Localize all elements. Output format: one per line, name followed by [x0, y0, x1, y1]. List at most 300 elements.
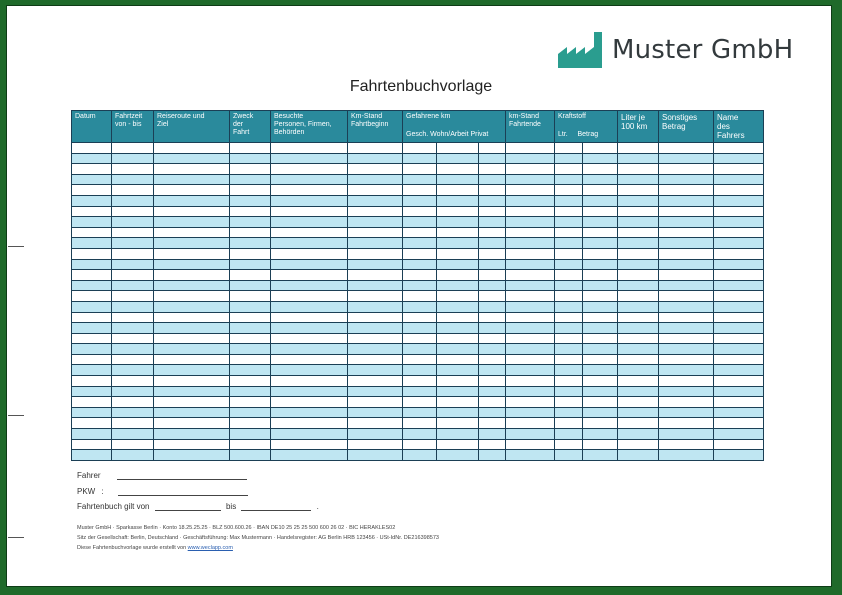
- table-cell[interactable]: [555, 164, 583, 175]
- table-cell[interactable]: [555, 238, 583, 249]
- table-cell[interactable]: [154, 301, 230, 312]
- table-cell[interactable]: [271, 259, 348, 270]
- table-cell[interactable]: [112, 333, 154, 344]
- table-cell[interactable]: [618, 301, 659, 312]
- table-cell[interactable]: [583, 291, 618, 302]
- table-cell[interactable]: [112, 323, 154, 334]
- table-cell[interactable]: [348, 429, 403, 440]
- table-cell[interactable]: [659, 333, 714, 344]
- table-cell[interactable]: [479, 174, 506, 185]
- table-cell[interactable]: [348, 280, 403, 291]
- table-cell[interactable]: [479, 291, 506, 302]
- table-cell[interactable]: [112, 407, 154, 418]
- table-cell[interactable]: [112, 143, 154, 154]
- table-cell[interactable]: [72, 164, 112, 175]
- table-cell[interactable]: [618, 429, 659, 440]
- table-cell[interactable]: [403, 376, 437, 387]
- table-cell[interactable]: [348, 248, 403, 259]
- table-cell[interactable]: [271, 333, 348, 344]
- table-cell[interactable]: [659, 248, 714, 259]
- table-cell[interactable]: [271, 418, 348, 429]
- table-cell[interactable]: [403, 153, 437, 164]
- table-cell[interactable]: [479, 238, 506, 249]
- table-cell[interactable]: [479, 227, 506, 238]
- table-cell[interactable]: [555, 280, 583, 291]
- table-cell[interactable]: [555, 206, 583, 217]
- table-cell[interactable]: [437, 312, 479, 323]
- table-cell[interactable]: [659, 439, 714, 450]
- table-cell[interactable]: [437, 227, 479, 238]
- table-cell[interactable]: [112, 280, 154, 291]
- table-cell[interactable]: [154, 439, 230, 450]
- table-cell[interactable]: [230, 376, 271, 387]
- table-cell[interactable]: [506, 365, 555, 376]
- table-cell[interactable]: [72, 248, 112, 259]
- table-cell[interactable]: [403, 143, 437, 154]
- table-cell[interactable]: [479, 248, 506, 259]
- table-cell[interactable]: [714, 248, 764, 259]
- table-cell[interactable]: [271, 301, 348, 312]
- table-cell[interactable]: [506, 418, 555, 429]
- table-cell[interactable]: [348, 206, 403, 217]
- table-cell[interactable]: [506, 386, 555, 397]
- table-cell[interactable]: [506, 174, 555, 185]
- table-cell[interactable]: [112, 195, 154, 206]
- table-cell[interactable]: [348, 418, 403, 429]
- table-cell[interactable]: [154, 227, 230, 238]
- table-cell[interactable]: [506, 206, 555, 217]
- table-cell[interactable]: [348, 164, 403, 175]
- table-cell[interactable]: [230, 418, 271, 429]
- table-cell[interactable]: [154, 217, 230, 228]
- table-cell[interactable]: [714, 344, 764, 355]
- table-cell[interactable]: [271, 174, 348, 185]
- table-cell[interactable]: [403, 344, 437, 355]
- table-cell[interactable]: [506, 259, 555, 270]
- table-cell[interactable]: [714, 280, 764, 291]
- table-cell[interactable]: [479, 301, 506, 312]
- table-cell[interactable]: [230, 407, 271, 418]
- table-cell[interactable]: [72, 323, 112, 334]
- table-cell[interactable]: [506, 439, 555, 450]
- table-cell[interactable]: [583, 439, 618, 450]
- table-cell[interactable]: [555, 323, 583, 334]
- table-cell[interactable]: [506, 238, 555, 249]
- table-cell[interactable]: [72, 439, 112, 450]
- table-cell[interactable]: [618, 164, 659, 175]
- table-cell[interactable]: [714, 174, 764, 185]
- table-cell[interactable]: [479, 280, 506, 291]
- table-cell[interactable]: [555, 450, 583, 461]
- table-cell[interactable]: [506, 248, 555, 259]
- table-cell[interactable]: [230, 174, 271, 185]
- table-cell[interactable]: [154, 206, 230, 217]
- table-cell[interactable]: [555, 333, 583, 344]
- table-cell[interactable]: [618, 206, 659, 217]
- table-cell[interactable]: [479, 206, 506, 217]
- table-cell[interactable]: [583, 174, 618, 185]
- table-cell[interactable]: [271, 450, 348, 461]
- table-cell[interactable]: [230, 354, 271, 365]
- table-cell[interactable]: [154, 429, 230, 440]
- table-cell[interactable]: [583, 312, 618, 323]
- table-cell[interactable]: [583, 143, 618, 154]
- table-cell[interactable]: [271, 354, 348, 365]
- table-cell[interactable]: [271, 153, 348, 164]
- table-cell[interactable]: [437, 238, 479, 249]
- table-cell[interactable]: [154, 195, 230, 206]
- table-cell[interactable]: [154, 376, 230, 387]
- table-cell[interactable]: [618, 354, 659, 365]
- table-cell[interactable]: [583, 333, 618, 344]
- table-cell[interactable]: [618, 143, 659, 154]
- table-cell[interactable]: [112, 227, 154, 238]
- table-cell[interactable]: [437, 206, 479, 217]
- table-cell[interactable]: [403, 291, 437, 302]
- table-cell[interactable]: [154, 164, 230, 175]
- table-cell[interactable]: [555, 291, 583, 302]
- fahrer-line[interactable]: [117, 471, 247, 480]
- table-cell[interactable]: [479, 344, 506, 355]
- table-cell[interactable]: [230, 450, 271, 461]
- table-cell[interactable]: [112, 291, 154, 302]
- table-cell[interactable]: [659, 407, 714, 418]
- table-cell[interactable]: [230, 217, 271, 228]
- table-cell[interactable]: [437, 270, 479, 281]
- table-cell[interactable]: [72, 386, 112, 397]
- table-cell[interactable]: [583, 238, 618, 249]
- table-cell[interactable]: [714, 397, 764, 408]
- table-cell[interactable]: [154, 185, 230, 196]
- table-cell[interactable]: [437, 354, 479, 365]
- table-cell[interactable]: [714, 407, 764, 418]
- table-cell[interactable]: [437, 174, 479, 185]
- table-cell[interactable]: [437, 439, 479, 450]
- table-cell[interactable]: [555, 301, 583, 312]
- table-cell[interactable]: [555, 185, 583, 196]
- table-cell[interactable]: [555, 418, 583, 429]
- table-cell[interactable]: [72, 259, 112, 270]
- table-cell[interactable]: [403, 280, 437, 291]
- table-cell[interactable]: [555, 248, 583, 259]
- table-cell[interactable]: [230, 164, 271, 175]
- table-cell[interactable]: [437, 386, 479, 397]
- table-cell[interactable]: [437, 185, 479, 196]
- table-cell[interactable]: [583, 270, 618, 281]
- table-cell[interactable]: [348, 450, 403, 461]
- table-cell[interactable]: [583, 407, 618, 418]
- table-cell[interactable]: [403, 206, 437, 217]
- table-cell[interactable]: [112, 217, 154, 228]
- table-cell[interactable]: [659, 291, 714, 302]
- table-cell[interactable]: [403, 397, 437, 408]
- table-cell[interactable]: [555, 174, 583, 185]
- table-cell[interactable]: [271, 206, 348, 217]
- table-cell[interactable]: [112, 344, 154, 355]
- table-cell[interactable]: [403, 365, 437, 376]
- table-cell[interactable]: [479, 270, 506, 281]
- table-cell[interactable]: [230, 397, 271, 408]
- table-cell[interactable]: [506, 450, 555, 461]
- table-cell[interactable]: [437, 407, 479, 418]
- table-cell[interactable]: [437, 153, 479, 164]
- table-cell[interactable]: [271, 227, 348, 238]
- table-cell[interactable]: [506, 301, 555, 312]
- table-cell[interactable]: [154, 418, 230, 429]
- table-cell[interactable]: [154, 450, 230, 461]
- table-cell[interactable]: [479, 365, 506, 376]
- table-cell[interactable]: [403, 195, 437, 206]
- table-cell[interactable]: [437, 344, 479, 355]
- table-cell[interactable]: [437, 450, 479, 461]
- table-cell[interactable]: [479, 418, 506, 429]
- table-cell[interactable]: [618, 185, 659, 196]
- table-cell[interactable]: [555, 439, 583, 450]
- table-cell[interactable]: [618, 439, 659, 450]
- table-cell[interactable]: [348, 174, 403, 185]
- table-cell[interactable]: [714, 354, 764, 365]
- table-cell[interactable]: [72, 344, 112, 355]
- table-cell[interactable]: [714, 301, 764, 312]
- table-cell[interactable]: [437, 323, 479, 334]
- table-cell[interactable]: [659, 164, 714, 175]
- table-cell[interactable]: [555, 407, 583, 418]
- table-cell[interactable]: [618, 333, 659, 344]
- table-cell[interactable]: [154, 365, 230, 376]
- table-cell[interactable]: [72, 407, 112, 418]
- table-cell[interactable]: [403, 185, 437, 196]
- table-cell[interactable]: [437, 143, 479, 154]
- table-cell[interactable]: [555, 259, 583, 270]
- table-cell[interactable]: [714, 291, 764, 302]
- table-cell[interactable]: [437, 418, 479, 429]
- table-cell[interactable]: [618, 418, 659, 429]
- table-cell[interactable]: [403, 354, 437, 365]
- table-cell[interactable]: [403, 323, 437, 334]
- table-cell[interactable]: [154, 386, 230, 397]
- table-cell[interactable]: [112, 185, 154, 196]
- table-cell[interactable]: [583, 376, 618, 387]
- table-cell[interactable]: [348, 407, 403, 418]
- table-cell[interactable]: [659, 227, 714, 238]
- table-cell[interactable]: [506, 153, 555, 164]
- table-cell[interactable]: [348, 312, 403, 323]
- table-cell[interactable]: [230, 344, 271, 355]
- table-cell[interactable]: [618, 217, 659, 228]
- table-cell[interactable]: [112, 450, 154, 461]
- pkw-line[interactable]: [118, 487, 248, 496]
- table-cell[interactable]: [348, 270, 403, 281]
- table-cell[interactable]: [583, 217, 618, 228]
- table-cell[interactable]: [479, 386, 506, 397]
- table-cell[interactable]: [506, 164, 555, 175]
- gilt-von-line[interactable]: [155, 502, 221, 511]
- table-cell[interactable]: [618, 312, 659, 323]
- table-cell[interactable]: [618, 238, 659, 249]
- table-cell[interactable]: [72, 397, 112, 408]
- table-cell[interactable]: [403, 301, 437, 312]
- table-cell[interactable]: [403, 429, 437, 440]
- table-cell[interactable]: [348, 227, 403, 238]
- table-cell[interactable]: [659, 323, 714, 334]
- table-cell[interactable]: [437, 333, 479, 344]
- table-cell[interactable]: [112, 386, 154, 397]
- table-cell[interactable]: [659, 280, 714, 291]
- table-cell[interactable]: [271, 365, 348, 376]
- table-cell[interactable]: [154, 248, 230, 259]
- table-cell[interactable]: [271, 248, 348, 259]
- table-cell[interactable]: [506, 397, 555, 408]
- table-cell[interactable]: [555, 312, 583, 323]
- table-cell[interactable]: [230, 238, 271, 249]
- table-cell[interactable]: [72, 291, 112, 302]
- table-cell[interactable]: [714, 153, 764, 164]
- table-cell[interactable]: [154, 259, 230, 270]
- table-cell[interactable]: [403, 312, 437, 323]
- table-cell[interactable]: [659, 397, 714, 408]
- table-cell[interactable]: [403, 270, 437, 281]
- table-cell[interactable]: [659, 376, 714, 387]
- table-cell[interactable]: [72, 450, 112, 461]
- table-cell[interactable]: [583, 386, 618, 397]
- table-cell[interactable]: [348, 153, 403, 164]
- table-cell[interactable]: [618, 259, 659, 270]
- table-cell[interactable]: [506, 344, 555, 355]
- table-cell[interactable]: [714, 365, 764, 376]
- table-cell[interactable]: [437, 365, 479, 376]
- table-cell[interactable]: [714, 386, 764, 397]
- table-cell[interactable]: [555, 397, 583, 408]
- table-cell[interactable]: [230, 333, 271, 344]
- table-cell[interactable]: [714, 238, 764, 249]
- table-cell[interactable]: [506, 217, 555, 228]
- table-cell[interactable]: [479, 323, 506, 334]
- table-cell[interactable]: [230, 301, 271, 312]
- table-cell[interactable]: [112, 270, 154, 281]
- table-cell[interactable]: [437, 397, 479, 408]
- table-cell[interactable]: [271, 185, 348, 196]
- table-cell[interactable]: [479, 333, 506, 344]
- table-cell[interactable]: [348, 185, 403, 196]
- table-cell[interactable]: [555, 429, 583, 440]
- table-cell[interactable]: [479, 397, 506, 408]
- table-cell[interactable]: [618, 407, 659, 418]
- table-cell[interactable]: [479, 407, 506, 418]
- table-cell[interactable]: [72, 365, 112, 376]
- table-cell[interactable]: [154, 280, 230, 291]
- table-cell[interactable]: [112, 376, 154, 387]
- table-cell[interactable]: [72, 376, 112, 387]
- table-cell[interactable]: [714, 206, 764, 217]
- table-cell[interactable]: [271, 164, 348, 175]
- table-cell[interactable]: [583, 429, 618, 440]
- table-cell[interactable]: [583, 280, 618, 291]
- table-cell[interactable]: [72, 206, 112, 217]
- table-cell[interactable]: [618, 323, 659, 334]
- table-cell[interactable]: [112, 312, 154, 323]
- table-cell[interactable]: [112, 238, 154, 249]
- table-cell[interactable]: [271, 291, 348, 302]
- table-cell[interactable]: [618, 174, 659, 185]
- table-cell[interactable]: [479, 439, 506, 450]
- table-cell[interactable]: [506, 323, 555, 334]
- table-cell[interactable]: [230, 206, 271, 217]
- table-cell[interactable]: [583, 397, 618, 408]
- table-cell[interactable]: [583, 365, 618, 376]
- table-cell[interactable]: [72, 301, 112, 312]
- table-cell[interactable]: [659, 143, 714, 154]
- table-cell[interactable]: [714, 376, 764, 387]
- table-cell[interactable]: [154, 407, 230, 418]
- table-cell[interactable]: [437, 248, 479, 259]
- table-cell[interactable]: [112, 259, 154, 270]
- table-cell[interactable]: [112, 153, 154, 164]
- table-cell[interactable]: [618, 195, 659, 206]
- table-cell[interactable]: [555, 386, 583, 397]
- table-cell[interactable]: [555, 354, 583, 365]
- table-cell[interactable]: [437, 195, 479, 206]
- table-cell[interactable]: [555, 217, 583, 228]
- table-cell[interactable]: [555, 153, 583, 164]
- table-cell[interactable]: [555, 365, 583, 376]
- table-cell[interactable]: [555, 143, 583, 154]
- table-cell[interactable]: [72, 333, 112, 344]
- table-cell[interactable]: [479, 143, 506, 154]
- table-cell[interactable]: [714, 185, 764, 196]
- table-cell[interactable]: [659, 344, 714, 355]
- table-cell[interactable]: [714, 195, 764, 206]
- table-cell[interactable]: [437, 164, 479, 175]
- table-cell[interactable]: [659, 195, 714, 206]
- table-cell[interactable]: [403, 333, 437, 344]
- table-cell[interactable]: [479, 354, 506, 365]
- table-cell[interactable]: [154, 270, 230, 281]
- table-cell[interactable]: [437, 301, 479, 312]
- table-cell[interactable]: [659, 153, 714, 164]
- table-cell[interactable]: [437, 280, 479, 291]
- table-cell[interactable]: [348, 376, 403, 387]
- table-cell[interactable]: [555, 344, 583, 355]
- table-cell[interactable]: [271, 238, 348, 249]
- table-cell[interactable]: [72, 217, 112, 228]
- table-cell[interactable]: [659, 450, 714, 461]
- table-cell[interactable]: [479, 153, 506, 164]
- table-cell[interactable]: [271, 344, 348, 355]
- table-cell[interactable]: [403, 450, 437, 461]
- table-cell[interactable]: [403, 227, 437, 238]
- table-cell[interactable]: [437, 217, 479, 228]
- table-cell[interactable]: [479, 312, 506, 323]
- table-cell[interactable]: [230, 429, 271, 440]
- table-cell[interactable]: [230, 143, 271, 154]
- table-cell[interactable]: [271, 397, 348, 408]
- table-cell[interactable]: [112, 248, 154, 259]
- table-cell[interactable]: [230, 280, 271, 291]
- footer-link[interactable]: www.weclapp.com: [187, 545, 233, 551]
- table-cell[interactable]: [403, 164, 437, 175]
- table-cell[interactable]: [714, 418, 764, 429]
- table-cell[interactable]: [437, 376, 479, 387]
- table-cell[interactable]: [348, 301, 403, 312]
- table-cell[interactable]: [154, 354, 230, 365]
- table-cell[interactable]: [154, 238, 230, 249]
- table-cell[interactable]: [72, 280, 112, 291]
- table-cell[interactable]: [348, 439, 403, 450]
- table-cell[interactable]: [154, 291, 230, 302]
- table-cell[interactable]: [506, 354, 555, 365]
- table-cell[interactable]: [271, 312, 348, 323]
- table-cell[interactable]: [659, 259, 714, 270]
